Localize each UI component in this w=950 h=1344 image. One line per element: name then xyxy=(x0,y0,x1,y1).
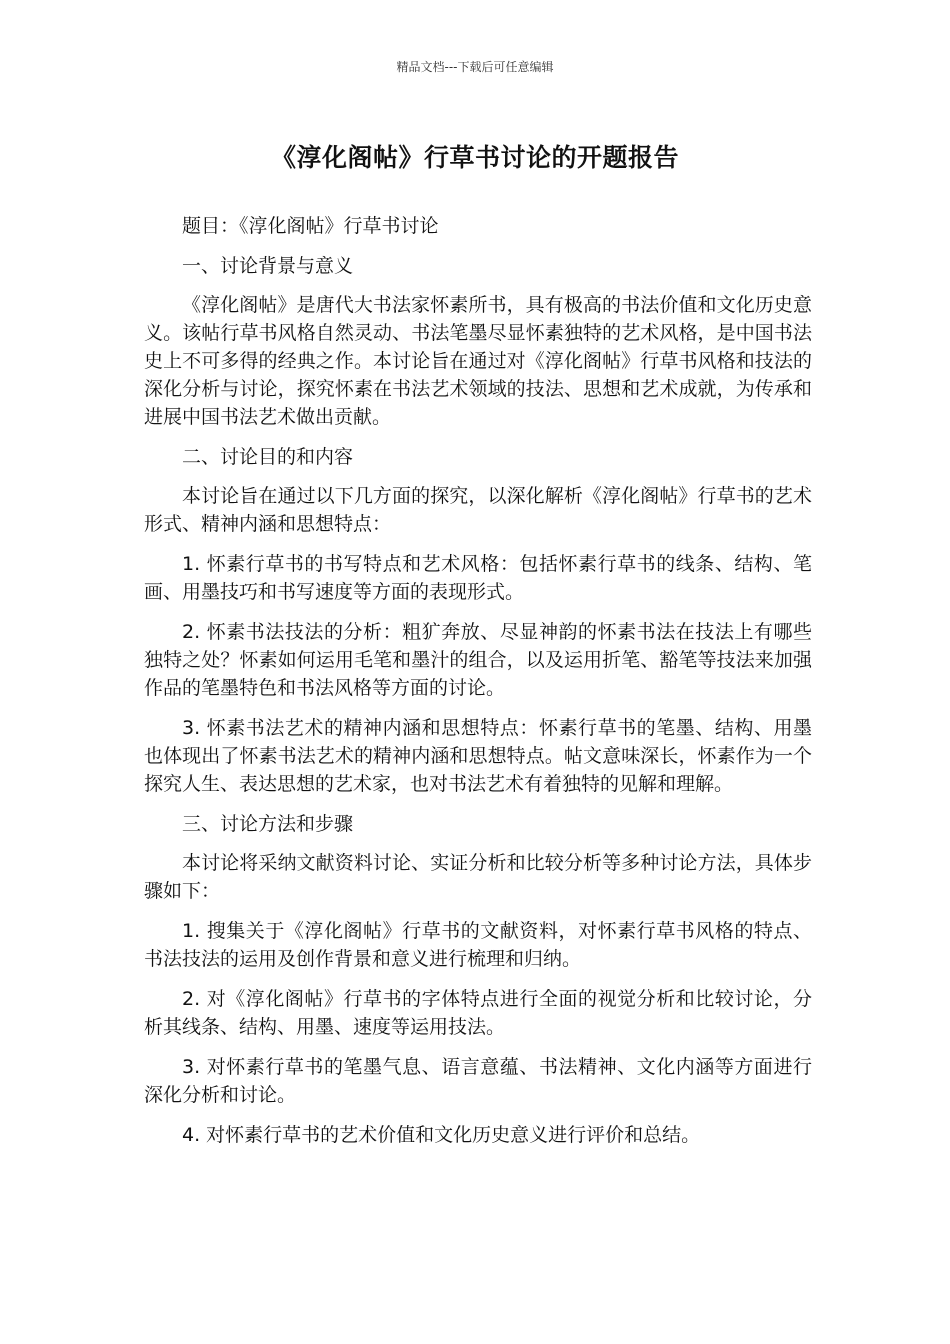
list-item-purpose-2: 2. 怀素书法技法的分析：粗犷奔放、尽显神韵的怀素书法在技法上有哪些独特之处？怀素如何运用毛笔和墨汁的组合，以及运用折笔、豁笔等技法来加强作品的笔墨特色和书法风格等方面的讨论。 xyxy=(144,621,812,699)
document-title: 《淳化阁帖》行草书讨论的开题报告 xyxy=(270,143,679,172)
list-item-step-4: 4. 对怀素行草书的艺术价值和文化历史意义进行评价和总结。 xyxy=(182,1124,701,1146)
page-header: 精品文档---下载后可任意编辑 xyxy=(396,60,554,74)
paragraph-purpose-intro: 本讨论旨在通过以下几方面的探究，以深化解析《淳化阁帖》行草书的艺术形式、精神内涵和思想特点： xyxy=(144,485,812,535)
document-body xyxy=(144,212,812,1161)
list-item-step-1: 1. 搜集关于《淳化阁帖》行草书的文献资料，对怀素行草书风格的特点、书法技法的运用及创作背景和意义进行梳理和归纳。 xyxy=(144,920,812,970)
paragraph-background: 《淳化阁帖》是唐代大书法家怀素所书，具有极高的书法价值和文化历史意义。该帖行草书风格自然灵动、书法笔墨尽显怀素独特的艺术风格，是中国书法史上不可多得的经典之作。本讨论旨在通过对《淳化阁帖》行草书风格和技法的深化分析与讨论，探究怀素在书法艺术领域的技法、思想和艺术成就，为传承和进展中国书法艺术做出贡献。 xyxy=(144,294,812,428)
topic-line: 题目：《淳化阁帖》行草书讨论 xyxy=(182,215,439,237)
list-item-step-3: 3. 对怀素行草书的笔墨气息、语言意蕴、书法精神、文化内涵等方面进行深化分析和讨论。 xyxy=(144,1056,812,1106)
section-heading-method: 三、讨论方法和步骤 xyxy=(182,813,354,835)
paragraph-method-intro: 本讨论将采纳文献资料讨论、实证分析和比较分析等多种讨论方法，具体步骤如下： xyxy=(144,852,812,902)
section-heading-purpose: 二、讨论目的和内容 xyxy=(182,446,354,468)
section-heading-background: 一、讨论背景与意义 xyxy=(182,255,354,277)
list-item-step-2: 2. 对《淳化阁帖》行草书的字体特点进行全面的视觉分析和比较讨论，分析其线条、结构、用墨、速度等运用技法。 xyxy=(144,988,812,1038)
list-item-purpose-3: 3. 怀素书法艺术的精神内涵和思想特点：怀素行草书的笔墨、结构、用墨也体现出了怀素书法艺术的精神内涵和思想特点。帖文意味深长，怀素作为一个探究人生、表达思想的艺术家，也对书法艺术有着独特的见解和理解。 xyxy=(144,717,812,795)
list-item-purpose-1: 1. 怀素行草书的书写特点和艺术风格：包括怀素行草书的线条、结构、笔画、用墨技巧和书写速度等方面的表现形式。 xyxy=(144,553,812,603)
